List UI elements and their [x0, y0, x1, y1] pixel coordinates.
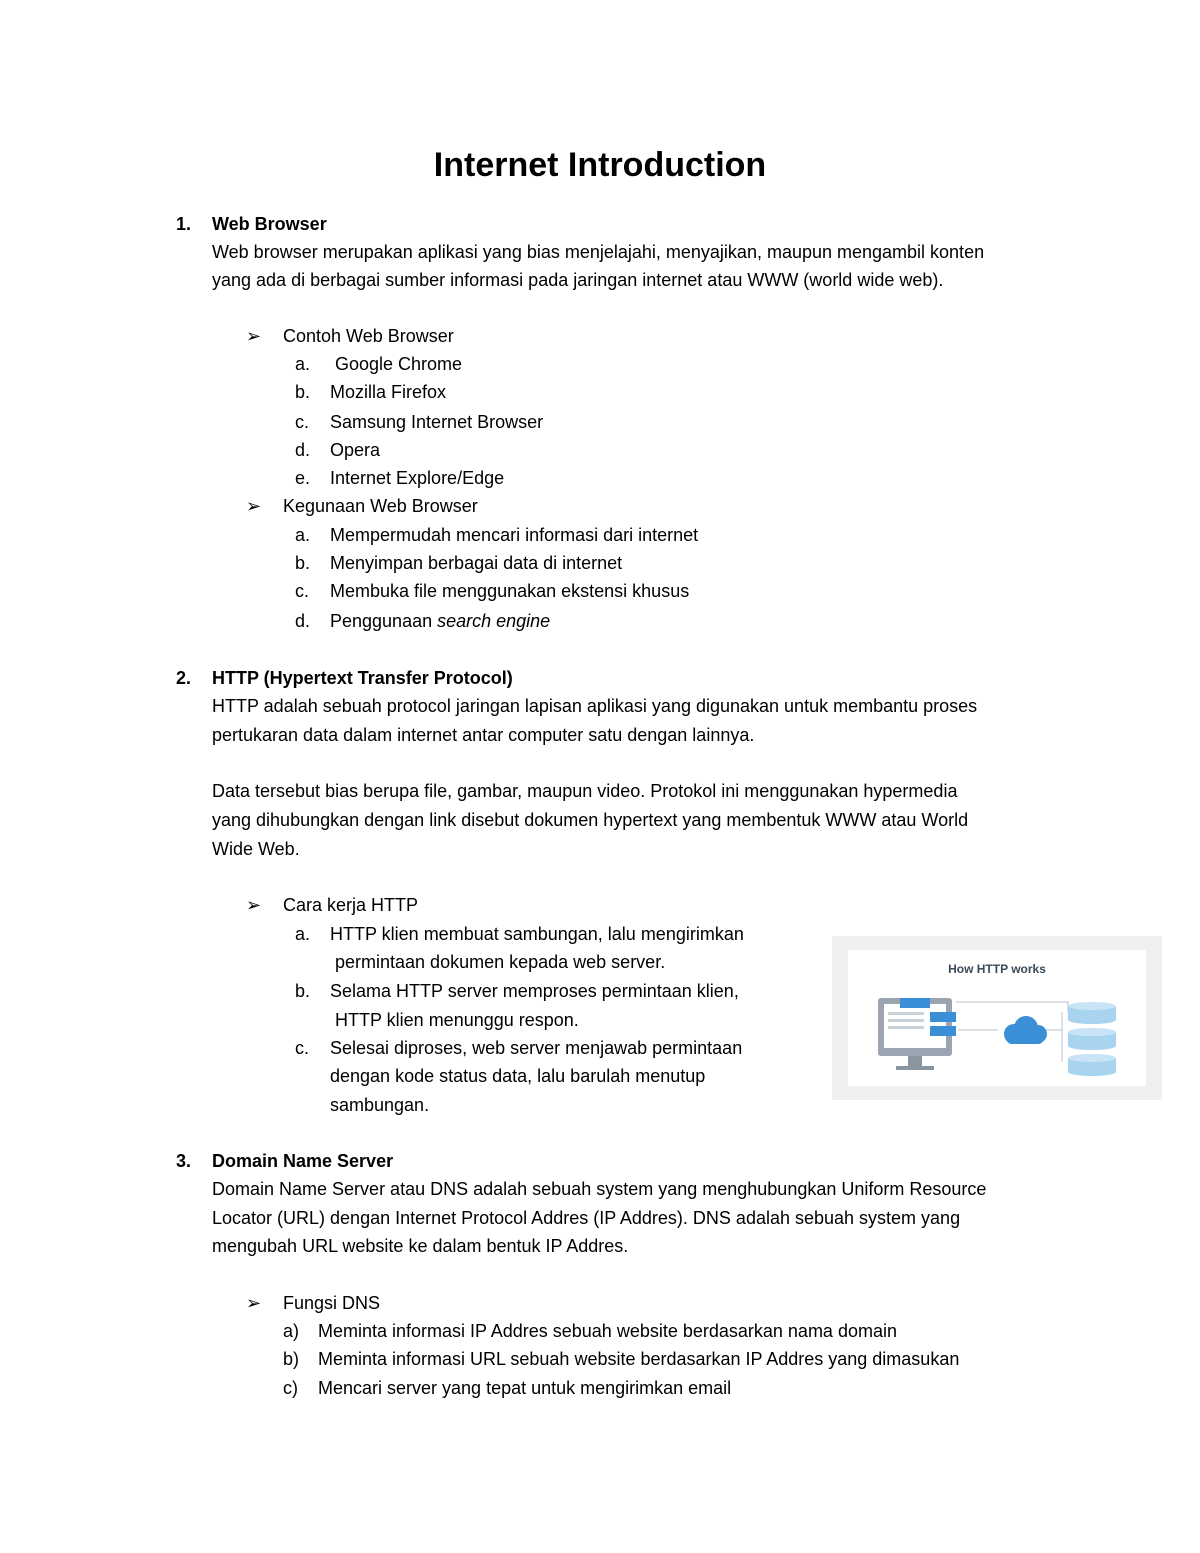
paragraph-line: HTTP adalah sebuah protocol jaringan lapisan aplikasi yang digunakan untuk membantu proses [212, 696, 978, 716]
paragraph-line: Data tersebut bias berupa file, gambar, maupun video. Protokol ini menggunakan hypermedia [212, 781, 958, 801]
list-marker: c. [295, 1038, 310, 1058]
list-marker: d. [295, 611, 311, 631]
response-panel-icon [930, 1026, 956, 1036]
list-item: Membuka file menggunakan ekstensi khusus [330, 581, 690, 601]
paragraph-line: yang ada di berbagai sumber informasi pada jaringan internet atau WWW (world wide web). [212, 270, 944, 290]
list-marker: a. [295, 354, 311, 374]
list-marker: c. [295, 581, 310, 601]
http-diagram-illustration [848, 950, 1146, 1086]
list-item-text: Penggunaan [330, 611, 438, 631]
list-item-line: HTTP klien menunggu respon. [330, 1010, 579, 1030]
monitor-base [896, 1066, 934, 1070]
paragraph-line: yang dihubungkan dengan link disebut dokumen hypertext yang membentuk WWW atau World [212, 810, 969, 830]
paragraph-line: mengubah URL website ke dalam bentuk IP Addres. [212, 1236, 629, 1256]
section-number: 2. [176, 668, 192, 688]
arrow-bullet-icon: ➢ [246, 326, 262, 346]
paragraph-line: Wide Web. [212, 839, 300, 859]
figure-card [848, 950, 1146, 1086]
list-item: Internet Explore/Edge [330, 468, 505, 488]
list-item-emphasis: search engine [437, 611, 551, 631]
database-icon [1068, 1054, 1116, 1076]
list-marker: d. [295, 440, 311, 460]
request-panel-icon [930, 1012, 956, 1022]
list-item: Google Chrome [330, 354, 463, 374]
figure-title: How HTTP works [948, 962, 1046, 976]
section-heading: Web Browser [212, 214, 327, 234]
database-icon [1068, 1002, 1116, 1024]
list-item: Mencari server yang tepat untuk mengirimkan email [318, 1378, 732, 1398]
list-marker: c) [283, 1378, 298, 1398]
paragraph-line: pertukaran data dalam internet antar computer satu dengan lainnya. [212, 725, 755, 745]
list-marker: b. [295, 553, 311, 573]
paragraph-line: Locator (URL) dengan Internet Protocol Addres (IP Addres). DNS adalah sebuah system yang [212, 1208, 961, 1228]
list-item: Menyimpan berbagai data di internet [330, 553, 623, 573]
page-title: Internet Introduction [433, 146, 767, 184]
list-label: Fungsi DNS [283, 1293, 381, 1313]
section-number: 3. [176, 1151, 192, 1171]
list-marker: e. [295, 468, 311, 488]
database-icon [1068, 1028, 1116, 1050]
list-marker: a. [295, 525, 311, 545]
browser-tab-icon [900, 998, 930, 1008]
list-item-line: permintaan dokumen kepada web server. [330, 952, 666, 972]
monitor-stand [908, 1056, 922, 1066]
arrow-bullet-icon: ➢ [246, 496, 262, 516]
section-heading: Domain Name Server [212, 1151, 394, 1171]
cloud-icon [1004, 1016, 1047, 1044]
arrow-bullet-icon: ➢ [246, 1293, 262, 1313]
list-item: Meminta informasi IP Addres sebuah website berdasarkan nama domain [318, 1321, 897, 1341]
list-label: Cara kerja HTTP [283, 895, 419, 915]
list-item: Meminta informasi URL sebuah website berdasarkan IP Addres yang dimasukan [318, 1349, 960, 1369]
paragraph-line: Web browser merupakan aplikasi yang bias menjelajahi, menyajikan, maupun mengambil konten [212, 242, 985, 262]
list-item-line: Selesai diproses, web server menjawab permintaan [330, 1038, 743, 1058]
list-marker: a. [295, 924, 311, 944]
paragraph-line: Domain Name Server atau DNS adalah sebuah system yang menghubungkan Uniform Resource [212, 1179, 987, 1199]
list-marker: b. [295, 382, 311, 402]
list-item: Mempermudah mencari informasi dari internet [330, 525, 699, 545]
list-marker: b) [283, 1349, 300, 1369]
list-item: Mozilla Firefox [330, 382, 447, 402]
section-heading: HTTP (Hypertext Transfer Protocol) [212, 668, 513, 688]
section-number: 1. [176, 214, 192, 234]
list-item: Opera [330, 440, 381, 460]
list-item: Samsung Internet Browser [330, 412, 544, 432]
list-marker: c. [295, 412, 310, 432]
list-item-line: Selama HTTP server memproses permintaan klien, [330, 981, 739, 1001]
how-http-works-figure [832, 936, 1162, 1100]
list-item-line: dengan kode status data, lalu barulah menutup [330, 1066, 706, 1086]
list-item [330, 607, 550, 635]
list-label: Contoh Web Browser [283, 326, 454, 346]
list-marker: a) [283, 1321, 300, 1341]
list-item-line: HTTP klien membuat sambungan, lalu mengirimkan [330, 924, 744, 944]
arrow-bullet-icon: ➢ [246, 895, 262, 915]
list-marker: b. [295, 981, 311, 1001]
list-label: Kegunaan Web Browser [283, 496, 478, 516]
list-item-line: sambungan. [330, 1095, 430, 1115]
